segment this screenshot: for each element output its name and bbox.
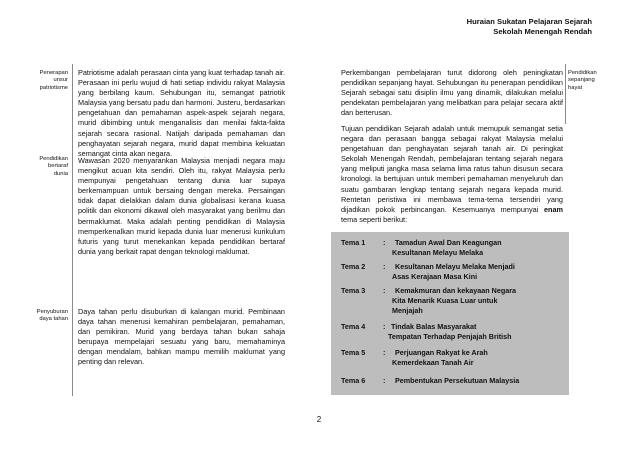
right-margin-rule: [565, 64, 566, 124]
bertaraf-dunia-paragraph: Wawasan 2020 menyarankan Malaysia menjadi negara maju mengikut acuan kita sendiri. Oleh itu, rakyat Malaysia perlu mempunyai pengetahuan tentang dunia luar supaya berkemampuan untuk bersaing dengan mereka. Persaingan tidak dapat dielakkan dalam dunia globalisasi kerana kuasa politik dan ekonomi dikawal oleh masyarakat yang berilmu dan bermaklumat. Maka adalah penting pendidikan di Malaysia memperkenalkan murid kepada dunia luar menerusi kurikulum futuris yang turut menekankan kepada pendidikan bertaraf dunia yang berkait rapat dengan teknologi maklumat.: [78, 156, 285, 256]
daya-tahan-paragraph: Daya tahan perlu disuburkan di kalangan murid. Pembinaan daya tahan menerusi kemahiran pembelajaran, pemahaman, dan pemikiran. Murid yang berdaya tahan bukan sahaja berupaya mempelajari sesuatu yang baru, memahaminya dengan mendalam, bahkan mampu memilih maklumat yang penting dan relevan.: [78, 307, 285, 367]
header-title: Huraian Sukatan Pelajaran Sejarah: [466, 17, 592, 26]
theme-row-4: Tema 4 : Tindak Balas Masyarakat Tempatan Terhadap Penjajah British: [341, 322, 512, 341]
theme-row-2: Tema 2 : Kesultanan Melayu Melaka Menjadi Asas Kerajaan Masa Kini: [341, 262, 515, 281]
tujuan-paragraph: Tujuan pendidikan Sejarah adalah untuk memupuk semangat setia negara dan perasaan bangga sebagai rakyat Malaysia melalui pengetahuan dan penghayatan sejarah tanah air. Di peringkat Sekolah Menengah Rendah, pembelajaran tentang sejarah negara yang meliputi jangka masa selama lima ratus tahun disusun secara kronologi. Ia bertujuan untuk memberi pemahaman menyeluruh dan suatu gambaran lengkap tentang sejarah negara kepada murid. Rentetan peristiwa ini membawa tema-tema tersendiri yang dijadikan pokok perbincangan. Kesemuanya mempunyai enam tema seperti berikut:: [341, 124, 563, 224]
side-label-patriotisme: Penerapan unsur patriotisme: [39, 70, 68, 91]
header-subtitle: Sekolah Menengah Rendah: [493, 27, 592, 36]
theme-row-3: Tema 3 : Kemakmuran dan kekayaan Negara Kita Menarik Kuasa Luar untuk Menjajah: [341, 286, 517, 315]
patriotisme-paragraph: Patriotisme adalah perasaan cinta yang kuat terhadap tanah air. Perasaan ini perlu wujud di hati setiap individu rakyat Malaysia yang berbilang kaum. Sehubungan itu, semangat patriotik Malaysia yang bersatu padu dan harmoni. Justeru, berdasarkan pengetahuan dan pemahaman aspek-aspek sejarah negara, murid dibimbing untuk menganalisis dan menilai fakta-fakta sejarah secara rasional. Natijah daripada pemahaman dan penghayatan sejarah negara, murid dapat membina kekuatan semangat cinta akan negara.: [78, 68, 285, 158]
side-label-sepanjang-hayat: Pendidikan sepanjang hayat: [568, 70, 597, 91]
theme-row-6: Tema 6 : Pembentukan Persekutuan Malaysia: [341, 376, 520, 385]
left-margin-rule: [72, 64, 73, 396]
page-number: 2: [316, 415, 322, 424]
theme-row-1: Tema 1 : Tamadun Awal Dan Keagungan Kesultanan Melayu Melaka: [341, 238, 502, 257]
document-header: [467, 17, 592, 37]
side-label-bertaraf-dunia: Pendidikan bertaraf dunia: [39, 156, 68, 177]
theme-row-5: Tema 5 : Perjuangan Rakyat ke Arah Kemerdekaan Tanah Air: [341, 348, 488, 367]
side-label-daya-tahan: Penyuburan daya tahan: [36, 309, 68, 323]
sepanjang-hayat-paragraph: Perkembangan pembelajaran turut didorong oleh peningkatan pendidikan sepanjang hayat. Sehubungan itu penerapan pendidikan Sejarah sebagai satu disiplin ilmu yang dinamik, dilakukan melalui pendekatan pembelajaran yang melibatkan para pelajar secara aktif dan berterusan.: [341, 68, 563, 118]
